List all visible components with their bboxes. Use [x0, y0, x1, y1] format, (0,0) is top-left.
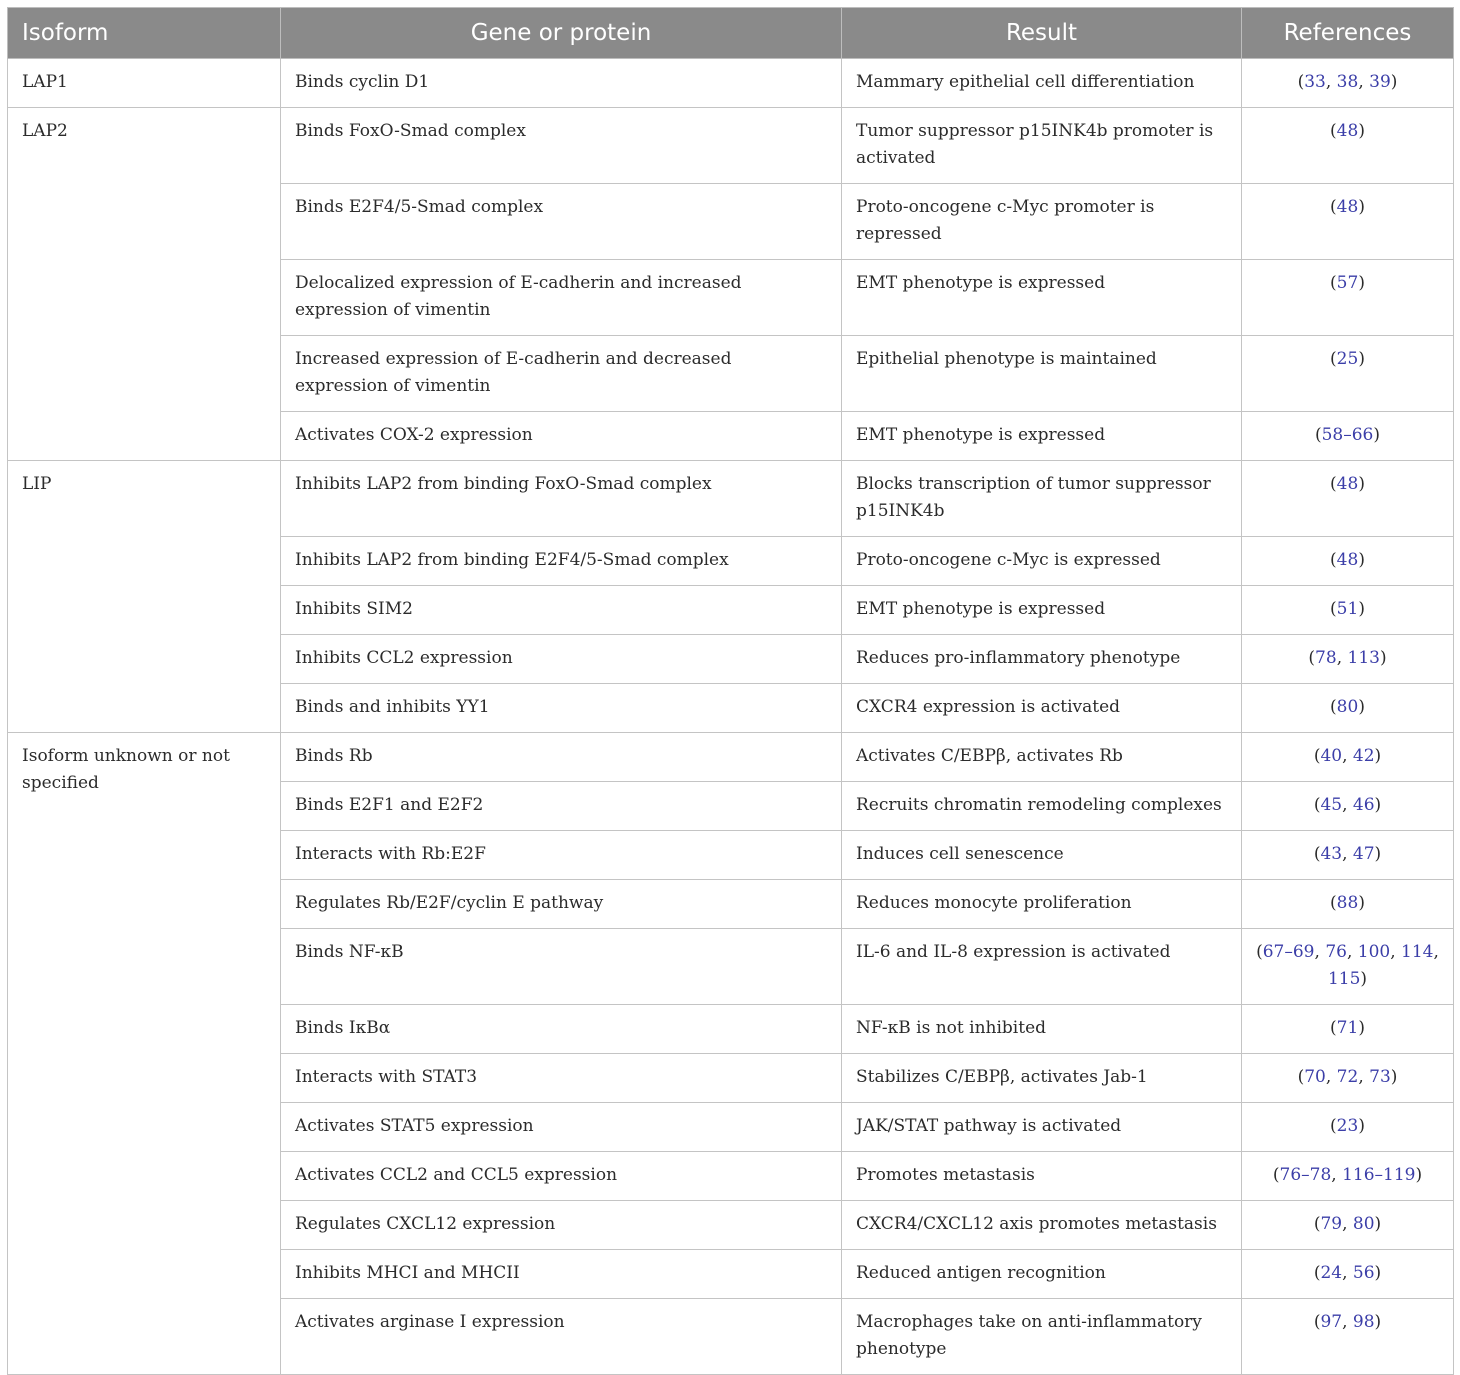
result-cell: Blocks transcription of tumor suppressor p15INK4b [842, 461, 1242, 537]
references-cell: (88) [1242, 880, 1454, 929]
reference-link[interactable]: 57 [1336, 273, 1359, 293]
gene-cell: Activates STAT5 expression [281, 1103, 842, 1152]
gene-cell: Activates COX-2 expression [281, 412, 842, 461]
gene-cell: Binds cyclin D1 [281, 59, 842, 108]
references-cell: (23) [1242, 1103, 1454, 1152]
result-cell: Macrophages take on anti-inflammatory phenotype [842, 1299, 1242, 1375]
reference-link[interactable]: 33 [1304, 72, 1326, 92]
gene-cell: Binds E2F4/5-Smad complex [281, 184, 842, 260]
references-cell: (71) [1242, 1005, 1454, 1054]
table-row [8, 108, 1454, 184]
result-cell: IL-6 and IL-8 expression is activated [842, 929, 1242, 1005]
gene-cell: Inhibits SIM2 [281, 586, 842, 635]
reference-link[interactable]: 48 [1336, 121, 1359, 141]
reference-link[interactable]: 46 [1352, 795, 1375, 815]
header-isoform: Isoform [8, 8, 281, 59]
reference-link[interactable]: 76 [1325, 942, 1347, 962]
table-row [8, 461, 1454, 537]
reference-link[interactable]: 48 [1336, 474, 1359, 494]
references-cell: (57) [1242, 260, 1454, 336]
references-cell: (25) [1242, 336, 1454, 412]
reference-link[interactable]: 70 [1304, 1067, 1326, 1087]
reference-link[interactable]: 116–119 [1342, 1165, 1416, 1185]
reference-link[interactable]: 78 [1315, 648, 1337, 668]
result-cell: Reduces pro-inflammatory phenotype [842, 635, 1242, 684]
reference-link[interactable]: 42 [1352, 746, 1375, 766]
references-cell: (97, 98) [1242, 1299, 1454, 1375]
reference-link[interactable]: 48 [1336, 197, 1359, 217]
gene-cell: Inhibits LAP2 from binding E2F4/5-Smad complex [281, 537, 842, 586]
gene-cell: Activates CCL2 and CCL5 expression [281, 1152, 842, 1201]
references-cell: (70, 72, 73) [1242, 1054, 1454, 1103]
table-row [8, 733, 1454, 782]
result-cell: EMT phenotype is expressed [842, 260, 1242, 336]
references-cell: (67–69, 76, 100, 114, 115) [1242, 929, 1454, 1005]
gene-cell: Interacts with Rb:E2F [281, 831, 842, 880]
references-cell: (33, 38, 39) [1242, 59, 1454, 108]
references-cell: (24, 56) [1242, 1250, 1454, 1299]
result-cell: Stabilizes C/EBPβ, activates Jab-1 [842, 1054, 1242, 1103]
result-cell: Mammary epithelial cell differentiation [842, 59, 1242, 108]
gene-cell: Binds E2F1 and E2F2 [281, 782, 842, 831]
header-row [8, 8, 1454, 59]
references-cell: (58–66) [1242, 412, 1454, 461]
reference-link[interactable]: 39 [1369, 72, 1391, 92]
reference-link[interactable]: 24 [1320, 1263, 1343, 1283]
reference-link[interactable]: 73 [1369, 1067, 1391, 1087]
reference-link[interactable]: 100 [1357, 942, 1391, 962]
gene-cell: Inhibits MHCI and MHCII [281, 1250, 842, 1299]
references-cell: (48) [1242, 461, 1454, 537]
reference-link[interactable]: 48 [1336, 550, 1359, 570]
references-cell: (48) [1242, 108, 1454, 184]
reference-link[interactable]: 58–66 [1321, 425, 1374, 445]
isoform-cell: LAP1 [8, 59, 281, 108]
reference-link[interactable]: 25 [1336, 349, 1359, 369]
gene-cell: Binds IκBα [281, 1005, 842, 1054]
reference-link[interactable]: 79 [1320, 1214, 1343, 1234]
reference-link[interactable]: 114 [1401, 942, 1434, 962]
gene-cell: Inhibits LAP2 from binding FoxO-Smad complex [281, 461, 842, 537]
isoform-cell: LIP [8, 461, 281, 733]
gene-cell: Binds and inhibits YY1 [281, 684, 842, 733]
reference-link[interactable]: 43 [1320, 844, 1343, 864]
gene-cell: Binds NF-κB [281, 929, 842, 1005]
result-cell: CXCR4/CXCL12 axis promotes metastasis [842, 1201, 1242, 1250]
reference-link[interactable]: 67–69 [1262, 942, 1315, 962]
gene-cell: Regulates Rb/E2F/cyclin E pathway [281, 880, 842, 929]
result-cell: Epithelial phenotype is maintained [842, 336, 1242, 412]
gene-cell: Activates arginase I expression [281, 1299, 842, 1375]
result-cell: EMT phenotype is expressed [842, 586, 1242, 635]
header-references: References [1242, 8, 1454, 59]
result-cell: Proto-oncogene c-Myc is expressed [842, 537, 1242, 586]
references-cell: (80) [1242, 684, 1454, 733]
result-cell: Promotes metastasis [842, 1152, 1242, 1201]
reference-link[interactable]: 45 [1320, 795, 1343, 815]
header-result: Result [842, 8, 1242, 59]
gene-cell: Delocalized expression of E-cadherin and increased expression of vimentin [281, 260, 842, 336]
result-cell: Reduces monocyte proliferation [842, 880, 1242, 929]
result-cell: JAK/STAT pathway is activated [842, 1103, 1242, 1152]
header-gene-or-protein: Gene or protein [281, 8, 842, 59]
isoform-table [7, 7, 1454, 1375]
reference-link[interactable]: 97 [1320, 1312, 1343, 1332]
gene-cell: Regulates CXCL12 expression [281, 1201, 842, 1250]
references-cell: (79, 80) [1242, 1201, 1454, 1250]
reference-link[interactable]: 40 [1320, 746, 1343, 766]
reference-link[interactable]: 71 [1336, 1018, 1359, 1038]
reference-link[interactable]: 51 [1336, 599, 1359, 619]
reference-link[interactable]: 115 [1327, 969, 1361, 989]
reference-link[interactable]: 98 [1352, 1312, 1375, 1332]
reference-link[interactable]: 56 [1352, 1263, 1375, 1283]
reference-link[interactable]: 113 [1347, 648, 1380, 668]
reference-link[interactable]: 76–78 [1279, 1165, 1332, 1185]
reference-link[interactable]: 72 [1336, 1067, 1359, 1087]
result-cell: Induces cell senescence [842, 831, 1242, 880]
isoform-cell: Isoform unknown or not specified [8, 733, 281, 1375]
reference-link[interactable]: 80 [1336, 697, 1359, 717]
reference-link[interactable]: 88 [1336, 893, 1359, 913]
references-cell: (43, 47) [1242, 831, 1454, 880]
result-cell: Recruits chromatin remodeling complexes [842, 782, 1242, 831]
references-cell: (48) [1242, 184, 1454, 260]
result-cell: CXCR4 expression is activated [842, 684, 1242, 733]
references-cell: (48) [1242, 537, 1454, 586]
references-cell: (45, 46) [1242, 782, 1454, 831]
result-cell: Reduced antigen recognition [842, 1250, 1242, 1299]
gene-cell: Binds Rb [281, 733, 842, 782]
table-header [8, 8, 1454, 59]
result-cell: Proto-oncogene c-Myc promoter is repressed [842, 184, 1242, 260]
references-cell: (76–78, 116–119) [1242, 1152, 1454, 1201]
table-row [8, 59, 1454, 108]
table-body [8, 59, 1454, 1375]
reference-link[interactable]: 80 [1352, 1214, 1375, 1234]
result-cell: Activates C/EBPβ, activates Rb [842, 733, 1242, 782]
reference-link[interactable]: 23 [1336, 1116, 1359, 1136]
gene-cell: Interacts with STAT3 [281, 1054, 842, 1103]
result-cell: NF-κB is not inhibited [842, 1005, 1242, 1054]
result-cell: EMT phenotype is expressed [842, 412, 1242, 461]
gene-cell: Increased expression of E-cadherin and decreased expression of vimentin [281, 336, 842, 412]
gene-cell: Inhibits CCL2 expression [281, 635, 842, 684]
references-cell: (78, 113) [1242, 635, 1454, 684]
references-cell: (40, 42) [1242, 733, 1454, 782]
result-cell: Tumor suppressor p15INK4b promoter is activated [842, 108, 1242, 184]
reference-link[interactable]: 38 [1336, 72, 1359, 92]
gene-cell: Binds FoxO-Smad complex [281, 108, 842, 184]
references-cell: (51) [1242, 586, 1454, 635]
isoform-cell: LAP2 [8, 108, 281, 461]
reference-link[interactable]: 47 [1352, 844, 1375, 864]
